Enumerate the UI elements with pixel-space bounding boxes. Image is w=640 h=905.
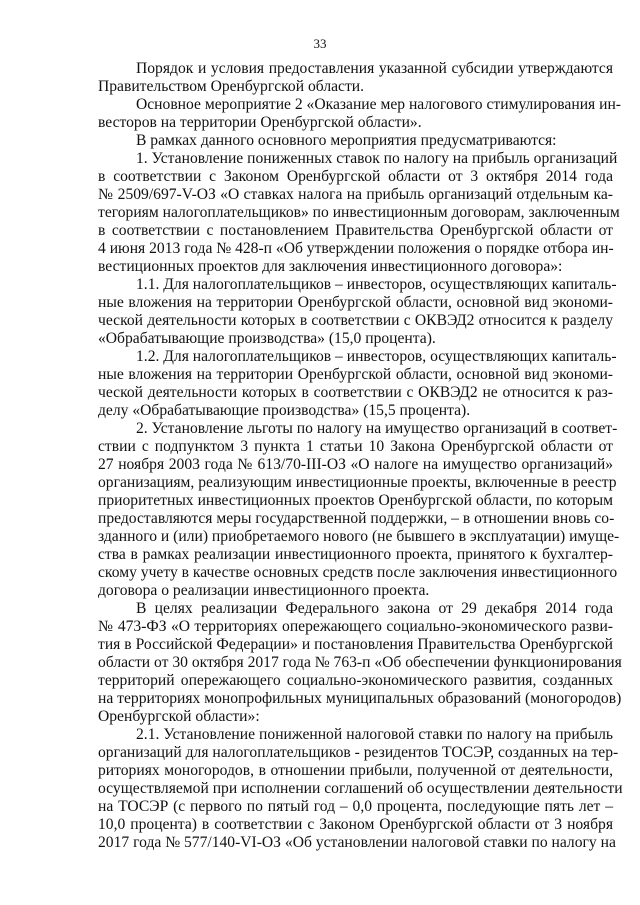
text-line: 27 ноября 2003 года № 613/70-III-ОЗ «О налоге на имущество организаций» (98, 456, 613, 473)
text-line: 10,0 процента) в соответствии с Законом Оренбургской области от 3 ноября (98, 816, 613, 833)
text-line: 2017 года № 577/140-VI-ОЗ «Об установлении налоговой ставки по налогу на (98, 834, 616, 851)
text-line: тия в Российской Федерации» и постановления Правительства Оренбургской (98, 636, 613, 653)
text-line: предоставляются меры государственной поддержки, – в отношении вновь со- (98, 510, 615, 527)
text-line: ческой деятельности которых в соответствии с ОКВЭД2 не относится к раз- (98, 384, 613, 401)
text-line: вестиционных проектов для заключения инвестиционного договора»: (98, 258, 563, 275)
text-line: 2.1. Установление пониженной налоговой ставки по налогу на прибыль (136, 726, 613, 743)
text-line: Оренбургской области»: (98, 708, 260, 725)
text-line: делу «Обрабатывающие производства» (15,5 процента). (98, 402, 471, 419)
text-line: осуществляемой при исполнении соглашений об осуществлении деятельности (98, 780, 623, 797)
text-line: 1.2. Для налогоплательщиков – инвесторов, осуществляющих капиталь- (136, 348, 617, 365)
text-line: организаций для налогоплательщиков - резидентов ТОСЭР, созданных на тер- (98, 744, 619, 761)
text-line: на ТОСЭР (с первого по пятый год – 0,0 процента, последующие пять лет – (98, 798, 613, 815)
text-line: зданного и (или) приобретаемого нового (не бывшего в эксплуатации) имуще- (98, 528, 620, 545)
text-line: 2. Установление льготы по налогу на имущество организаций в соответ- (136, 420, 618, 437)
text-line: ства в рамках реализации инвестиционного проекта, принятого к бухгалтер- (98, 546, 613, 563)
text-line: В целях реализации Федерального закона от 29 декабря 2014 года (136, 600, 613, 617)
text-line: 1.1. Для налогоплательщиков – инвесторов, осуществляющих капиталь- (136, 276, 617, 293)
text-line: № 2509/697-V-ОЗ «О ставках налога на прибыль организаций отдельным ка- (98, 186, 613, 203)
text-line: В рамках данного основного мероприятия предусматриваются: (136, 132, 557, 149)
page-number: 33 (313, 36, 327, 51)
text-line: тегориям налогоплательщиков» по инвестиционным договорам, заключенным (98, 204, 620, 221)
text-line: № 473-ФЗ «О территориях опережающего социально-экономического разви- (98, 618, 613, 635)
text-line: весторов на территории Оренбургской области». (98, 114, 422, 131)
text-line: территорий опережающего социально-экономического развития, созданных (98, 672, 613, 689)
text-line: приоритетных инвестиционных проектов Оренбургской области, по которым (98, 492, 613, 509)
text-line: Порядок и условия предоставления указанной субсидии утверждаются (136, 60, 613, 77)
text-line: организациям, реализующим инвестиционные проекты, включенные в реестр (98, 474, 617, 491)
text-line: ческой деятельности которых в соответствии с ОКВЭД2 относится к разделу (98, 312, 613, 329)
text-line: ные вложения на территории Оренбургской области, основной вид экономи- (98, 294, 613, 311)
text-line: риториях моногородов, в отношении прибыли, полученной от деятельности, (98, 762, 613, 779)
text-line: Правительством Оренбургской области. (98, 78, 364, 95)
text-line: в соответствии с Законом Оренбургской области от 3 октября 2014 года (98, 168, 613, 185)
text-line: Основное мероприятие 2 «Оказание мер налогового стимулирования ин- (136, 96, 621, 113)
text-line: 4 июня 2013 года № 428-п «Об утверждении положения о порядке отбора ин- (98, 240, 614, 257)
text-line: области от 30 октября 2017 года № 763-п «Об обеспечении функционирования (98, 654, 622, 671)
text-line: на территориях монопрофильных муниципальных образований (моногородов) (98, 690, 622, 707)
text-line: «Обрабатывающие производства» (15,0 процента). (98, 330, 436, 347)
text-line: в соответствии с постановлением Правительства Оренбургской области от (98, 222, 613, 239)
text-line: договора о реализации инвестиционного проекта. (98, 582, 430, 599)
text-line: ные вложения на территории Оренбургской области, основной вид экономи- (98, 366, 613, 383)
text-line: ствии с подпунктом 3 пункта 1 статьи 10 Закона Оренбургской области от (98, 438, 613, 455)
text-line: 1. Установление пониженных ставок по налогу на прибыль организаций (136, 150, 618, 167)
text-line: скому учету в качестве основных средств после заключения инвестиционного (98, 564, 618, 581)
